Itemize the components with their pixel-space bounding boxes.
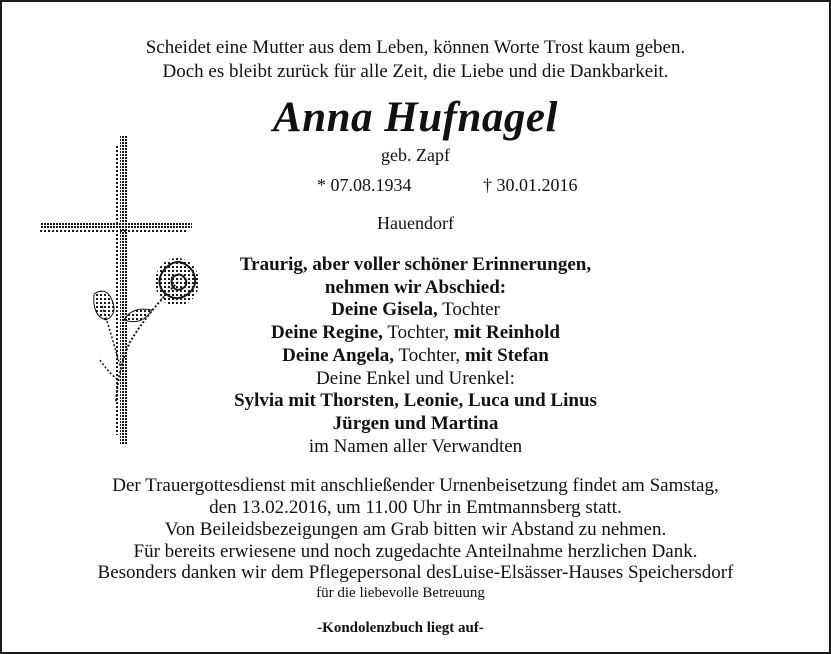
grandchildren-label: Deine Enkel und Urenkel: — [316, 368, 515, 389]
grandchildren-line-1: Sylvia mit Thorsten, Leonie, Luca und Linus — [234, 390, 597, 411]
mourner-relation: Tochter — [437, 299, 500, 320]
grandchildren-line-2: Jürgen und Martina — [332, 413, 499, 434]
mourning-intro-2: nehmen wir Abschied: — [324, 277, 507, 298]
funeral-line-1: Der Trauergottesdienst mit anschließender Urnenbeisetzung findet am Samstag, — [112, 475, 719, 496]
funeral-line-4: Für bereits erwiesene und noch zugedachte Anteilnahme herzlichen Dank. — [133, 541, 698, 562]
condolence-book-note: -Kondolenzbuch liegt auf- — [317, 620, 484, 636]
mourning-intro-1: Traurig, aber voller schöner Erinnerungen, — [239, 254, 592, 275]
hometown: Hauendorf — [377, 213, 454, 233]
funeral-line-2: den 13.02.2016, um 11.00 Uhr in Emtmannsberg statt. — [209, 497, 622, 518]
mourner-name: Deine Gisela, — [331, 299, 438, 320]
birth-date: * 07.08.1934 — [317, 175, 412, 195]
mourner-partner: mit Reinhold — [449, 322, 560, 343]
mourner-name: Deine Regine, — [271, 322, 383, 343]
mourner-name: Deine Angela, — [282, 345, 395, 366]
rose-icon — [94, 258, 199, 402]
deceased-name: Anna Hufnagel — [273, 94, 558, 141]
verse-line-1: Scheidet eine Mutter aus dem Leben, können Worte Trost kaum geben. — [145, 37, 686, 58]
relatives-line: im Namen aller Verwandten — [308, 436, 523, 457]
birth-name: geb. Zapf — [381, 145, 450, 165]
mourner-relation: Tochter, — [382, 322, 450, 343]
funeral-line-3: Von Beileidsbezeigungen am Grab bitten wir Abstand zu nehmen. — [164, 519, 667, 540]
cross-with-rose-icon — [32, 130, 202, 450]
mourner-partner: mit Stefan — [460, 345, 549, 366]
funeral-line-5: Besonders danken wir dem Pflegepersonal desLuise-Elsässer-Hauses Speichersdorf — [97, 562, 734, 583]
verse-line-2: Doch es bleibt zurück für alle Zeit, die Liebe und die Dankbarkeit. — [162, 61, 669, 82]
mourner-relation: Tochter, — [394, 345, 461, 366]
death-date: † 30.01.2016 — [483, 175, 578, 195]
funeral-line-6: für die liebevolle Betreuung — [316, 585, 485, 601]
